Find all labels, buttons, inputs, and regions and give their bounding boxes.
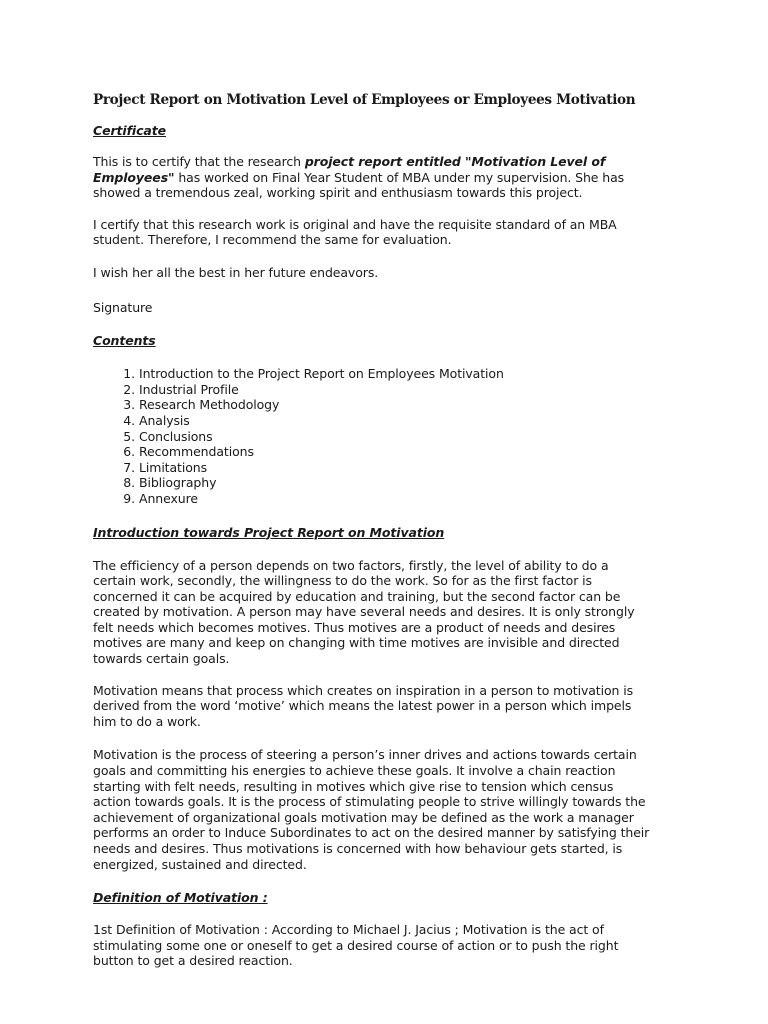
contents-item-label: Analysis bbox=[139, 412, 190, 428]
contents-item bbox=[123, 444, 653, 460]
introduction-heading: Introduction towards Project Report on Motivation bbox=[93, 524, 445, 540]
contents-item bbox=[123, 412, 653, 429]
contents-item-label: Research Methodology bbox=[139, 397, 280, 413]
contents-item bbox=[123, 459, 653, 476]
certificate-paragraph-1-prefix: This is to certify that the research bbox=[93, 154, 305, 169]
introduction-paragraph-1: The efficiency of a person depends on two factors, firstly, the level of ability to do a certain work, secondly, the willingness to do the work. So for as the first factor is concerned it can be acquired by education and training, but the second factor can be created by motivation. A person may have several needs and desires. It is only strongly felt needs which becomes motives. Thus motives are a product of needs and desires motives are many and keep on changing with time motives are invisible and directed towards certain goals. bbox=[93, 557, 635, 667]
document-page bbox=[93, 92, 653, 969]
contents-item-number: 8. bbox=[123, 475, 135, 491]
definition-heading: Definition of Motivation : bbox=[93, 890, 268, 906]
contents-item-number: 1. bbox=[123, 366, 135, 382]
introduction-paragraph-3: Motivation is the process of steering a person’s inner drives and actions towards certain goals and committing his energies to achieve these goals. It involve a chain reaction starting with felt needs, resulting in motives which give rise to tension which census action towards goals. It is the process of stimulating people to strive willingly towards the achievement of organizational goals motivation may be defined as the work a manager performs an order to Induce Subordinates to act on the desired manner by satisfying their needs and desires. Thus motivations is concerned with how behaviour gets started, is energized, sustained and directed. bbox=[93, 747, 650, 872]
contents-item bbox=[123, 475, 653, 491]
contents-item-label: Industrial Profile bbox=[139, 381, 239, 397]
contents-item-number: 6. bbox=[123, 444, 135, 460]
definition-paragraph-1: 1st Definition of Motivation : According to Michael J. Jacius ; Motivation is the act of stimulating some one or oneself to get a desired course of action or to push the right button to get a desired reaction. bbox=[93, 922, 619, 969]
contents-item-label: Introduction to the Project Report on Employees Motivation bbox=[139, 366, 504, 382]
certificate-paragraph-1 bbox=[93, 154, 653, 201]
certificate-paragraph-1-suffix: has worked on Final Year Student of MBA under my supervision. She has showed a tremendous zeal, working spirit and enthusiasm towards this project. bbox=[93, 169, 625, 201]
certificate-heading: Certificate bbox=[93, 123, 166, 138]
signature-label: Signature bbox=[93, 299, 153, 315]
introduction-paragraph-2: Motivation means that process which creates on inspiration in a person to motivation is derived from the word ‘motive’ which means the latest power in a person which impels him to do a work. bbox=[93, 682, 634, 729]
contents-item-number: 9. bbox=[123, 490, 135, 506]
contents-item-label: Bibliography bbox=[139, 475, 217, 491]
contents-item-number: 3. bbox=[123, 397, 135, 413]
contents-item-number: 2. bbox=[123, 381, 135, 397]
contents-item-label: Limitations bbox=[139, 459, 208, 475]
certificate-paragraph-2: I certify that this research work is original and have the requisite standard of an MBA student. Therefore, I recommend the same for evaluation. bbox=[93, 216, 617, 248]
certificate-paragraph-3: I wish her all the best in her future endeavors. bbox=[93, 264, 379, 280]
contents-item bbox=[123, 366, 653, 382]
contents-item-number: 5. bbox=[123, 428, 135, 444]
document-body bbox=[93, 123, 653, 969]
contents-list bbox=[93, 366, 653, 506]
document-title: Project Report on Motivation Level of Employees or Employees Motivation bbox=[93, 92, 636, 108]
contents-item bbox=[123, 490, 653, 507]
contents-item-number: 4. bbox=[123, 412, 135, 428]
contents-item bbox=[123, 381, 653, 398]
certificate-paragraph-1-emphasis: project report entitled "Motivation Level of Employees" bbox=[93, 154, 606, 185]
contents-item bbox=[123, 397, 653, 413]
contents-item-label: Annexure bbox=[139, 490, 198, 506]
contents-heading: Contents bbox=[93, 333, 156, 349]
contents-item-label: Conclusions bbox=[139, 428, 213, 444]
contents-item bbox=[123, 428, 653, 445]
contents-item-label: Recommendations bbox=[139, 444, 254, 460]
contents-item-number: 7. bbox=[123, 459, 135, 475]
